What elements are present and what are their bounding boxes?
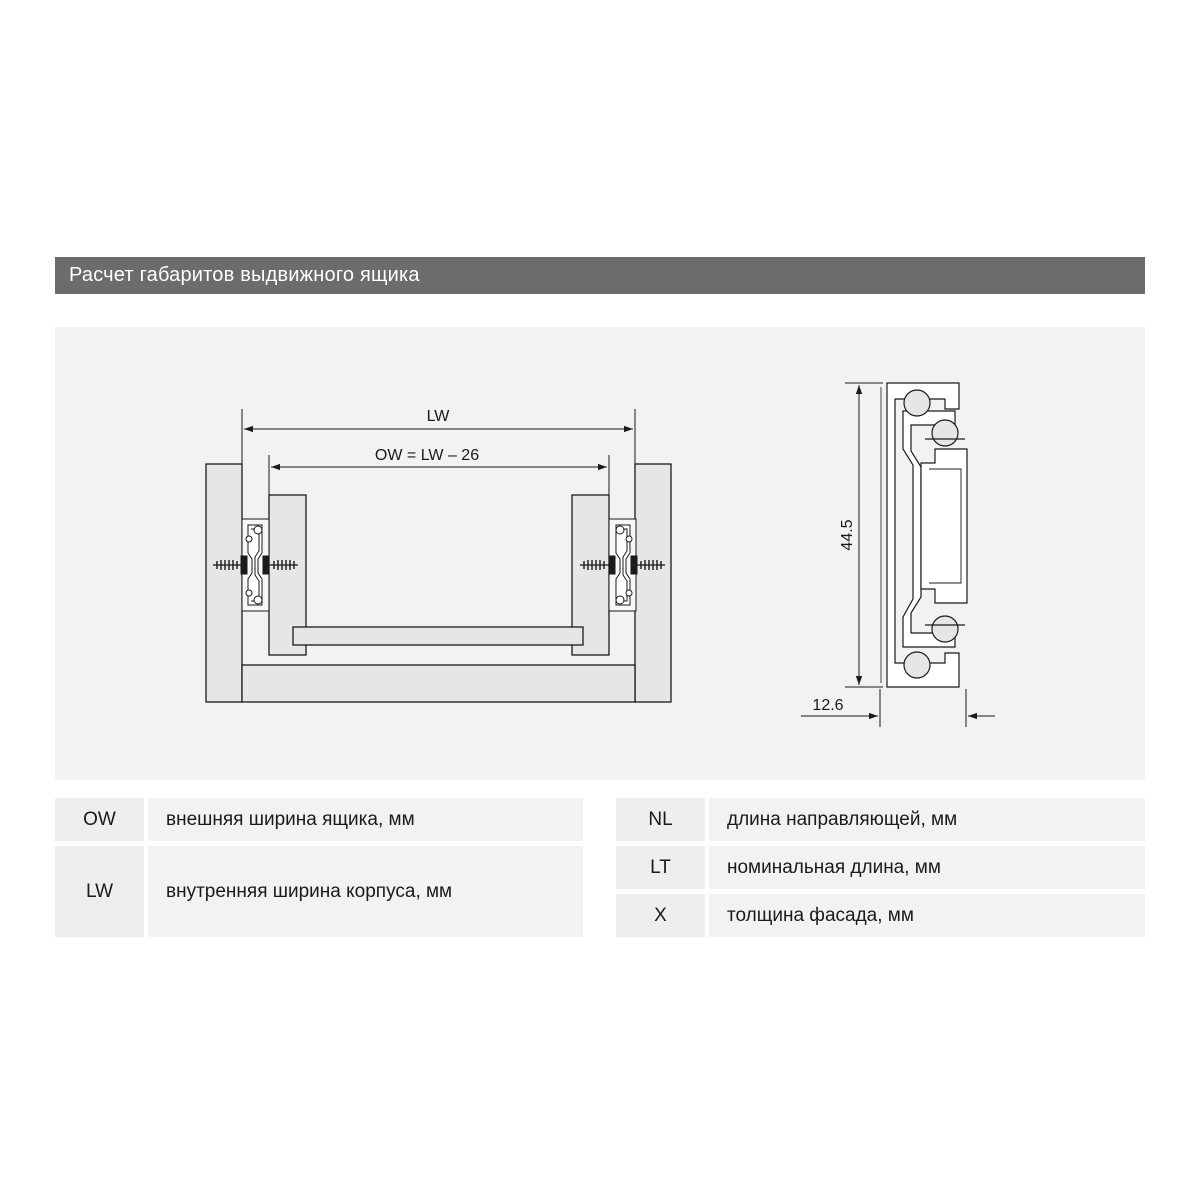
width-label: 12.6: [812, 697, 844, 714]
legend-row-ow: [55, 798, 583, 841]
legend-description: номинальная длина, мм: [709, 846, 1145, 889]
drawer-dimension-diagram: [55, 327, 1145, 780]
ball-bearing: [932, 420, 958, 446]
legend-code: NL: [616, 798, 705, 841]
cabinet-left-wall: [206, 464, 242, 702]
section-title: Расчет габаритов выдвижного ящика: [69, 264, 420, 286]
ball-bearing: [904, 652, 930, 678]
legend-code: LT: [616, 846, 705, 889]
slide-profile-section: [881, 383, 967, 687]
ball-bearing: [932, 616, 958, 642]
legend-description: внешняя ширина ящика, мм: [148, 798, 583, 841]
cabinet-front-view: [206, 464, 671, 702]
ow-label: OW = LW – 26: [374, 447, 480, 464]
legend-description: длина направляющей, мм: [709, 798, 1145, 841]
legend-row-x: [616, 894, 1145, 937]
drawing-panel: [55, 327, 1145, 780]
cabinet-bottom: [242, 665, 635, 702]
lw-label: LW: [426, 408, 450, 425]
legend-row-lw: [55, 846, 583, 937]
drawer-bottom: [293, 627, 583, 645]
cabinet-right-wall: [635, 464, 671, 702]
legend-row-nl: [616, 798, 1145, 841]
ball-bearing: [904, 390, 930, 416]
legend-description: внутренняя ширина корпуса, мм: [148, 846, 583, 937]
section-header: [55, 257, 1145, 294]
legend-row-lt: [616, 846, 1145, 889]
height-label: 44.5: [839, 519, 856, 551]
legend-code: OW: [55, 798, 144, 841]
legend-code: X: [616, 894, 705, 937]
legend-code: LW: [55, 846, 144, 937]
legend-description: толщина фасада, мм: [709, 894, 1145, 937]
